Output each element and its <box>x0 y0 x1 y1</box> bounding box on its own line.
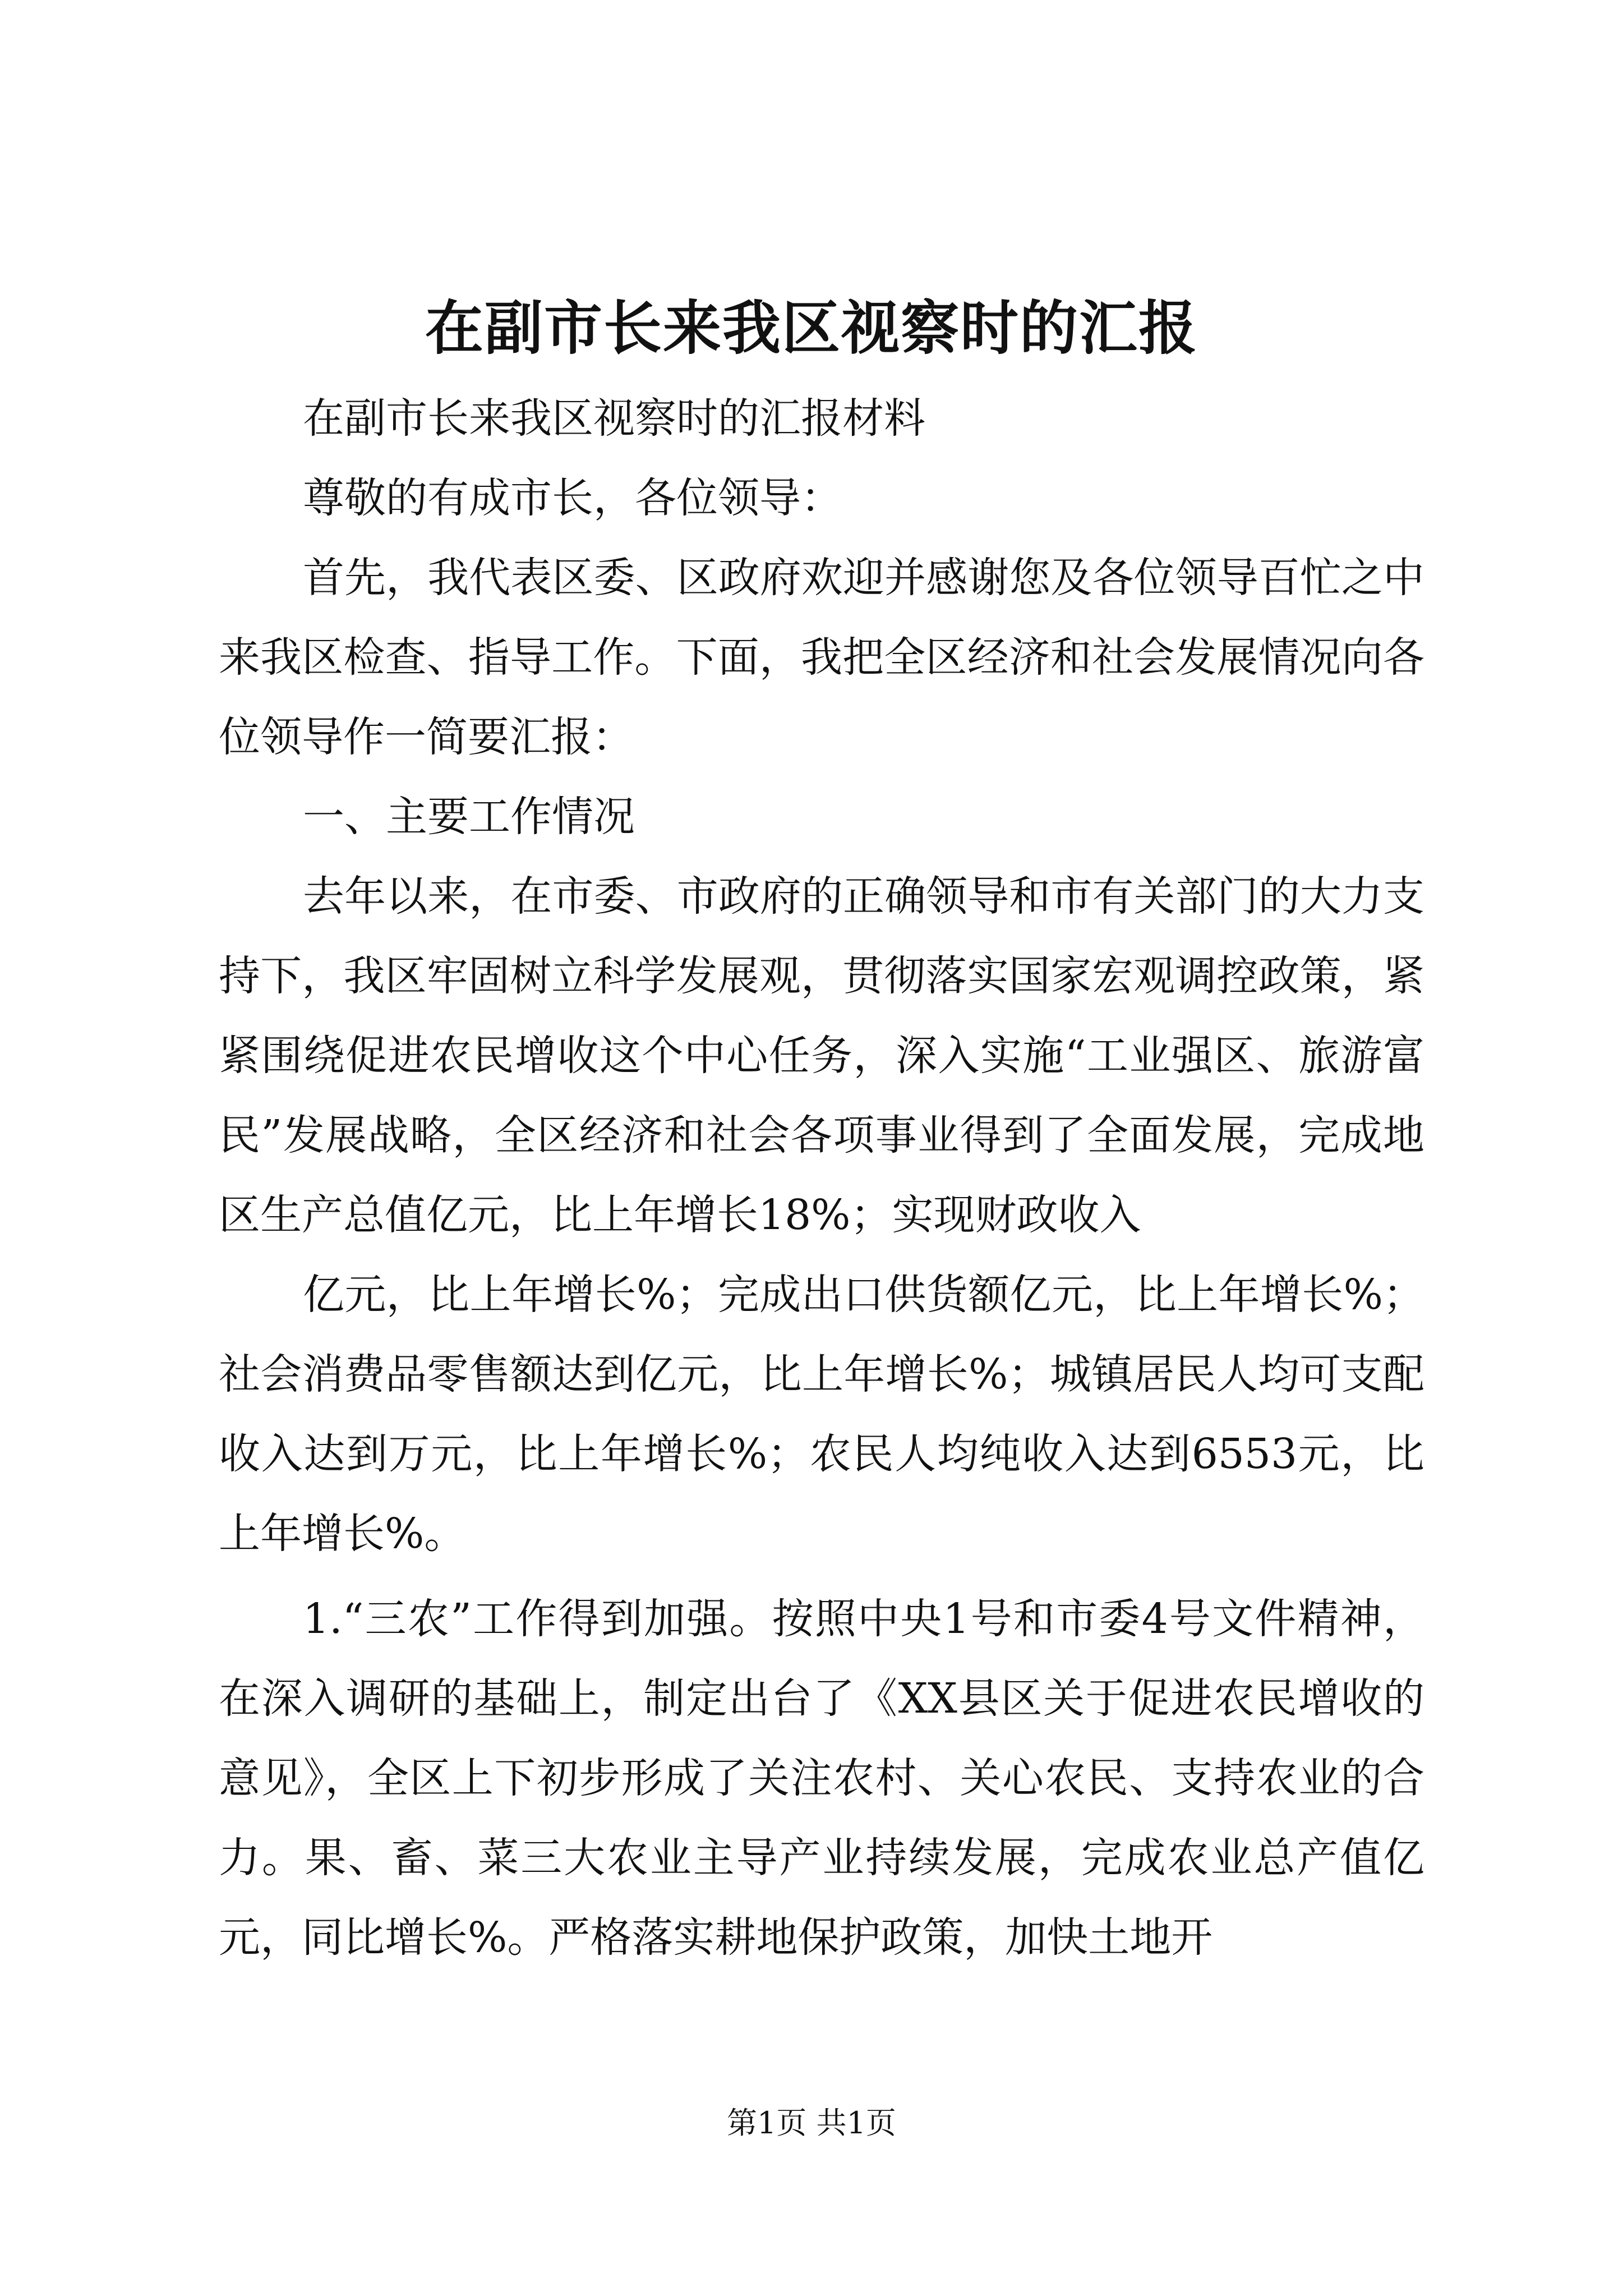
document-body <box>219 379 1424 1977</box>
paragraph-salutation: 尊敬的有成市长，各位领导： <box>303 474 842 522</box>
paragraph-agriculture: 1.“三农”工作得到加强。按照中央1号和市委4号文件精神，在深入调研的基础上，制定出台了《XX县区关于促进农民增收的意见》，全区上下初步形成了关注农村、关心农民、支持农业的合力。果、畜、菜三大农业主导产业持续发展，完成农业总产值亿元，同比增长%。严格落实耕地保护政策，加快土地开 <box>219 1595 1424 1962</box>
paragraph-overview: 去年以来，在市委、市政府的正确领导和市有关部门的大力支持下，我区牢固树立科学发展观，贯彻落实国家宏观调控政策，紧紧围绕促进农民增收这个中心任务，深入实施“工业强区、旅游富民”发展战略，全区经济和社会各项事业得到了全面发展，完成地区生产总值亿元，比上年增长18%；实现财政收入 <box>219 872 1424 1239</box>
paragraph-subtitle: 在副市长来我区视察时的汇报材料 <box>303 394 925 443</box>
section-heading: 一、主要工作情况 <box>303 793 635 841</box>
paragraph-intro: 首先，我代表区委、区政府欢迎并感谢您及各位领导百忙之中来我区检查、指导工作。下面，我把全区经济和社会发展情况向各位领导作一简要汇报： <box>219 554 1424 761</box>
paragraph-statistics: 亿元，比上年增长%；完成出口供货额亿元，比上年增长%；社会消费品零售额达到亿元，比上年增长%；城镇居民人均可支配收入达到万元，比上年增长%；农民人均纯收入达到6553元，比上年增长%。 <box>219 1271 1424 1558</box>
document-title: 在副市长来我区视察时的汇报 <box>425 293 1198 362</box>
page-footer: 第1页 共1页 <box>727 2105 896 2141</box>
